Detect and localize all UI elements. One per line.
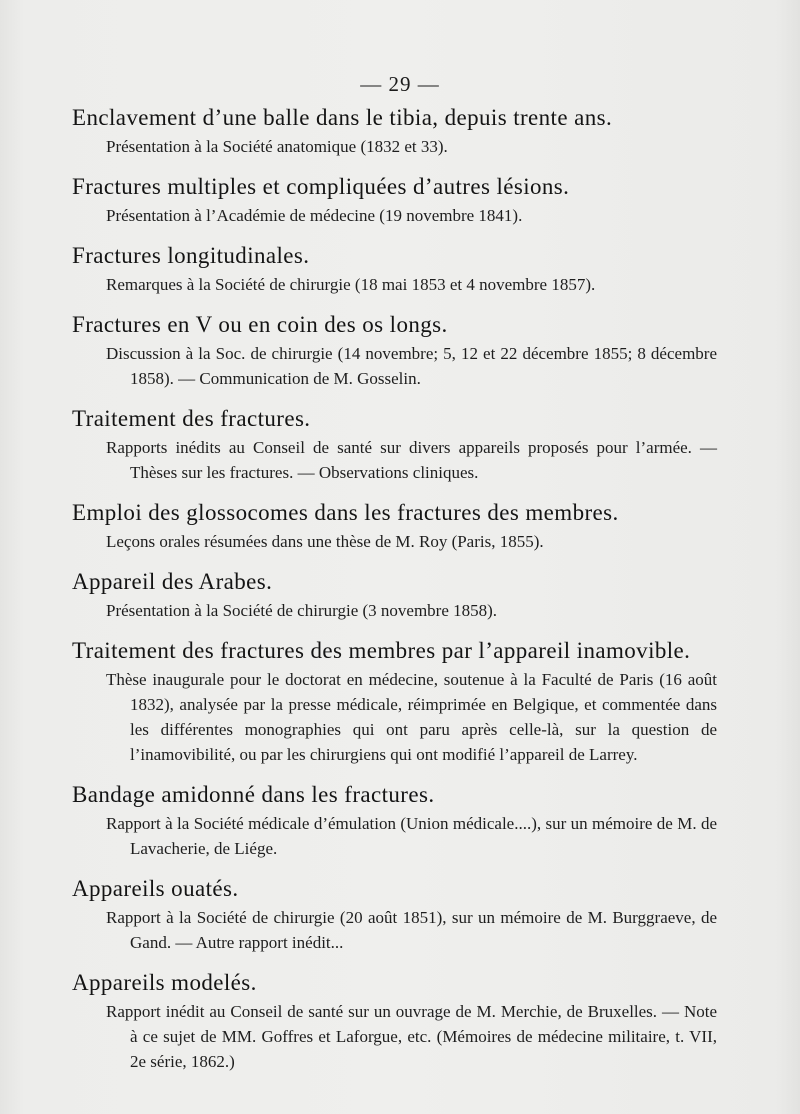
entry-description: Rapport à la Société de chirurgie (20 août 1851), sur un mémoire de M. Burggraeve, de Gand. — Autre rapport inédit... [106,908,717,952]
entry-heading: Fractures en V ou en coin des os longs. [72,312,448,337]
entry [72,104,717,159]
entry-heading: Appareils ouatés. [72,876,239,901]
entry-heading: Appareil des Arabes. [72,569,273,594]
entry [72,173,717,228]
entry [72,499,717,554]
entry-description: Discussion à la Soc. de chirurgie (14 novembre; 5, 12 et 22 décembre 1855; 8 décembre 1858). — Communication de M. Gosselin. [106,344,717,388]
entry-description: Présentation à la Société de chirurgie (3 novembre 1858). [106,601,498,620]
entry [72,242,717,297]
entry [72,568,717,623]
entry [72,969,717,1074]
entry-heading: Traitement des fractures. [72,406,311,431]
entry [72,637,717,767]
entry-list [72,104,717,1088]
page-number: — 29 — [360,72,440,96]
entry-description: Remarques à la Société de chirurgie (18 mai 1853 et 4 novembre 1857). [106,275,596,294]
entry-description: Rapport à la Société médicale d’émulation (Union médicale....), sur un mémoire de M. de Lavacherie, de Liége. [106,814,717,858]
entry-heading: Fractures longitudinales. [72,243,310,268]
entry-description: Leçons orales résumées dans une thèse de M. Roy (Paris, 1855). [106,532,544,551]
entry-heading: Bandage amidonné dans les fractures. [72,782,435,807]
entry [72,875,717,955]
entry-heading: Appareils modelés. [72,970,257,995]
entry-description: Présentation à la Société anatomique (1832 et 33). [106,137,448,156]
entry-description: Thèse inaugurale pour le doctorat en médecine, soutenue à la Faculté de Paris (16 août 1832), analysée par la presse médicale, réimprimée en Belgique, et commentée dans les différentes monographies qui ont paru après celle-là, sur la question de l’inamovibilité, ou par les chirurgiens qui ont modifié l’appareil de Larrey. [106,670,717,764]
entry-description: Rapports inédits au Conseil de santé sur divers appareils proposés pour l’armée. — Thèses sur les fractures. — Observations cliniques. [106,438,717,482]
entry-heading: Enclavement d’une balle dans le tibia, depuis trente ans. [72,105,613,130]
entry-description: Présentation à l’Académie de médecine (19 novembre 1841). [106,206,523,225]
entry [72,311,717,391]
entry-heading: Emploi des glossocomes dans les fractures des membres. [72,500,619,525]
entry-description: Rapport inédit au Conseil de santé sur un ouvrage de M. Merchie, de Bruxelles. — Note à ce sujet de MM. Goffres et Laforgue, etc. (Mémoires de médecine militaire, t. VII, 2e série, 1862.) [106,1002,717,1071]
entry-heading: Traitement des fractures des membres par l’appareil inamovible. [72,638,691,663]
entry [72,781,717,861]
entry-heading: Fractures multiples et compliquées d’autres lésions. [72,174,570,199]
entry [72,405,717,485]
